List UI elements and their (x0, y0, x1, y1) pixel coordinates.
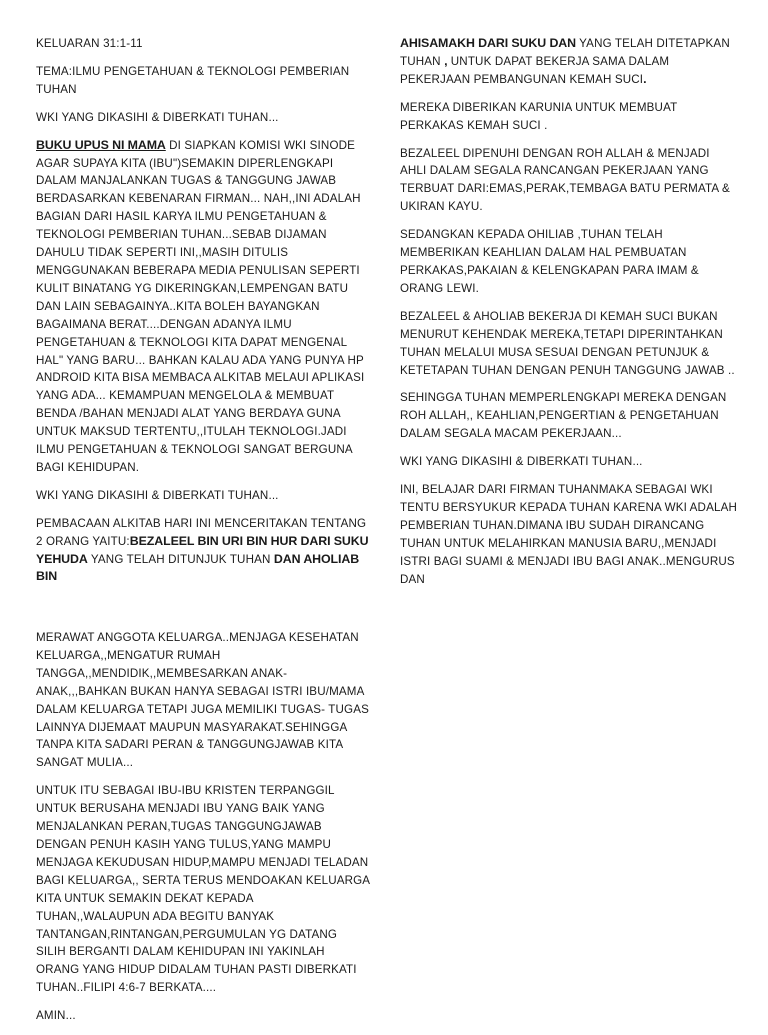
mother-role-paragraph: MERAWAT ANGGOTA KELUARGA..MENJAGA KESEHATAN KELUARGA,,MENGATUR RUMAH TANGGA,,MENDIDIK,,MEMBESARKAN ANAK-ANAK,,,BAHKAN BUKAN HANYA SEBAGAI ISTRI IBU/MAMA DALAM KELUARGA TETAPI JUGA MEMILIKI TUGAS- TUGAS LAINNYA DIJEMAAT MAUPUN MASYARAKAT.SEHINGGA TANPA KITA SADARI PERAN & TANGGUNGJAWAB KITA SANGAT MULIA... (36, 631, 369, 770)
left-column (36, 35, 370, 596)
greeting-line: WKI YANG DIKASIHI & DIBERKATI TUHAN... (36, 110, 279, 124)
scripture-reference: KELUARAN 31:1-11 (36, 37, 143, 50)
lesson-paragraph: INI, BELAJAR DARI FIRMAN TUHANMAKA SEBAGAI WKI TENTU BERSYUKUR KEPADA TUHAN KARENA WKI ADALAH PEMBERIAN TUHAN.DIMANA IBU SUDAH DIRANCANG TUHAN UNTUK MELAHIRKAN MANUSIA BARU,,MENJADI ISTRI BAGI SUAMI & MENJADI IBU BAGI ANAK..MENGURUS DAN (400, 483, 737, 586)
theme-line: TEMA:ILMU PENGETAHUAN & TEKNOLOGI PEMBERIAN TUHAN (36, 64, 350, 96)
aholiab-highlight: DAN AHOLIAB BIN (36, 551, 360, 584)
continuation-paragraph (400, 35, 738, 89)
reading-paragraph (36, 515, 370, 587)
bold-period: . (643, 71, 647, 86)
calling-paragraph: UNTUK ITU SEBAGAI IBU-IBU KRISTEN TERPANGGIL UNTUK BERUSAHA MENJADI IBU YANG BAIK YANG MENJALANKAN PERAN,TUGAS TANGGUNGJAWAB DENGAN PENUH KASIH YANG TULUS,YANG MAMPU MENJAGA KEKUDUSAN HIDUP,MAMPU MENJADI TELADAN BAGI KELUARGA,, SERTA TERUS MENDOAKAN KELUARGA KITA UNTUK SEMAKIN DEKAT KEPADA TUHAN,,WALAUPUN ADA BEGITU BANYAK TANTANGAN,RINTANGAN,PERGUMULAN YG DATANG SILIH BERGANTI DALAM KEHIDUPAN INI YAKINLAH ORANG YANG HIDUP DIDALAM TUHAN PASTI DIBERKATI TUHAN..FILIPI 4:6-7 BERKATA.... (36, 784, 370, 995)
bezaleel-paragraph: BEZALEEL DIPENUHI DENGAN ROH ALLAH & MENJADI AHLI DALAM SEGALA RANCANGAN PEKERJAAN YANG TERBUAT DARI:EMAS,PERAK,TEMBAGA BATU PERMATA & UKIRAN KAYU. (400, 146, 730, 214)
work-paragraph: BEZALEEL & AHOLIAB BEKERJA DI KEMAH SUCI BUKAN MENURUT KEHENDAK MEREKA,TETAPI DIPERINTAHKAN TUHAN MELALUI MUSA SESUAI DENGAN PETUNJUK & KETETAPAN TUHAN DENGAN PENUH TANGGUNG JAWAB .. (400, 309, 735, 377)
right-column (400, 35, 738, 598)
reading-paragraph-text: YANG TELAH DITUNJUK TUHAN (87, 552, 274, 566)
ahisamakh-highlight: AHISAMAKH DARI SUKU DAN (400, 36, 576, 50)
intro-paragraph (36, 137, 370, 477)
bottom-section (36, 629, 370, 1035)
continuation-text: UNTUK DAPAT BEKERJA SAMA DALAM PEKERJAAN PEMBANGUNAN KEMAH SUCI (400, 54, 670, 86)
oholiab-paragraph: SEDANGKAN KEPADA OHILIAB ,TUHAN TELAH MEMBERIKAN KEAHLIAN DALAM HAL PEMBUATAN PERKAKAS,PAKAIAN & KELENGKAPAN PARA IMAM & ORANG LEWI. (400, 228, 699, 295)
greeting-line: WKI YANG DIKASIHI & DIBERKATI TUHAN... (400, 455, 643, 469)
intro-paragraph-text: DI SIAPKAN KOMISI WKI SINODE AGAR SUPAYA KITA (IBU")SEMAKIN DIPERLENGKAPI DALAM MANJALANKAN TUGAS & TANGGUNG JAWAB BERDASARKAN KEBENARAN FIRMAN... NAH,,INI ADALAH BAGIAN DARI HASIL KARYA ILMU PENGETAHUAN & TEKNOLOGI PEMBERIAN TUHAN...SEBAB DIJAMAN DAHULU TIDAK SEPERTI INI,,MASIH DITULIS MENGGUNAKAN BEBERAPA MEDIA PENULISAN SEPERTI KULIT BINATANG YG DIKERINGKAN,LEMPENGAN BATU DAN LAIN SEBAGAINYA..KITA BOLEH BAYANGKAN BAGAIMANA BERAT....DENGAN ADANYA ILMU PENGETAHUAN & TEKNOLOGI KITA DAPAT MENGENAL HAL" YANG BARU... BAHKAN KALAU ADA YANG PUNYA HP ANDROID KITA BISA MEMBACA ALKITAB MELAUI APLIKASI YANG ADA... KEMAMPUAN MENGELOLA & MEMBUAT BENDA /BAHAN MENJADI ALAT YANG BERDAYA GUNA UNTUK MAKSUD TERTENTU,,ITULAH TEKNOLOGI.JADI ILMU PENGETAHUAN & TEKNOLOGI SANGAT BERGUNA BAGI KEHIDUPAN. (36, 138, 365, 474)
greeting-line: WKI YANG DIKASIHI & DIBERKATI TUHAN... (36, 488, 279, 502)
continuation-text: YANG TELAH DITETAPKAN TUHAN (400, 37, 730, 68)
reading-paragraph-text: PEMBACAAN ALKITAB HARI INI MENCERITAKAN TENTANG 2 ORANG YAITU: (36, 516, 367, 548)
gift-paragraph: MEREKA DIBERIKAN KARUNIA UNTUK MEMBUAT PERKAKAS KEMAH SUCI . (400, 100, 678, 132)
book-title-highlight: BUKU UPUS NI MAMA (36, 137, 166, 152)
closing-amen: AMIN... (36, 1009, 76, 1023)
bold-comma: , (444, 53, 448, 68)
equipping-paragraph: SEHINGGA TUHAN MEMPERLENGKAPI MEREKA DENGAN ROH ALLAH,, KEAHLIAN,PENGERTIAN & PENGETAHUAN DALAM SEGALA MACAM PEKERJAAN... (400, 391, 727, 441)
bezaleel-highlight: BEZALEEL BIN URI BIN HUR DARI SUKU YEHUDA (36, 533, 369, 566)
